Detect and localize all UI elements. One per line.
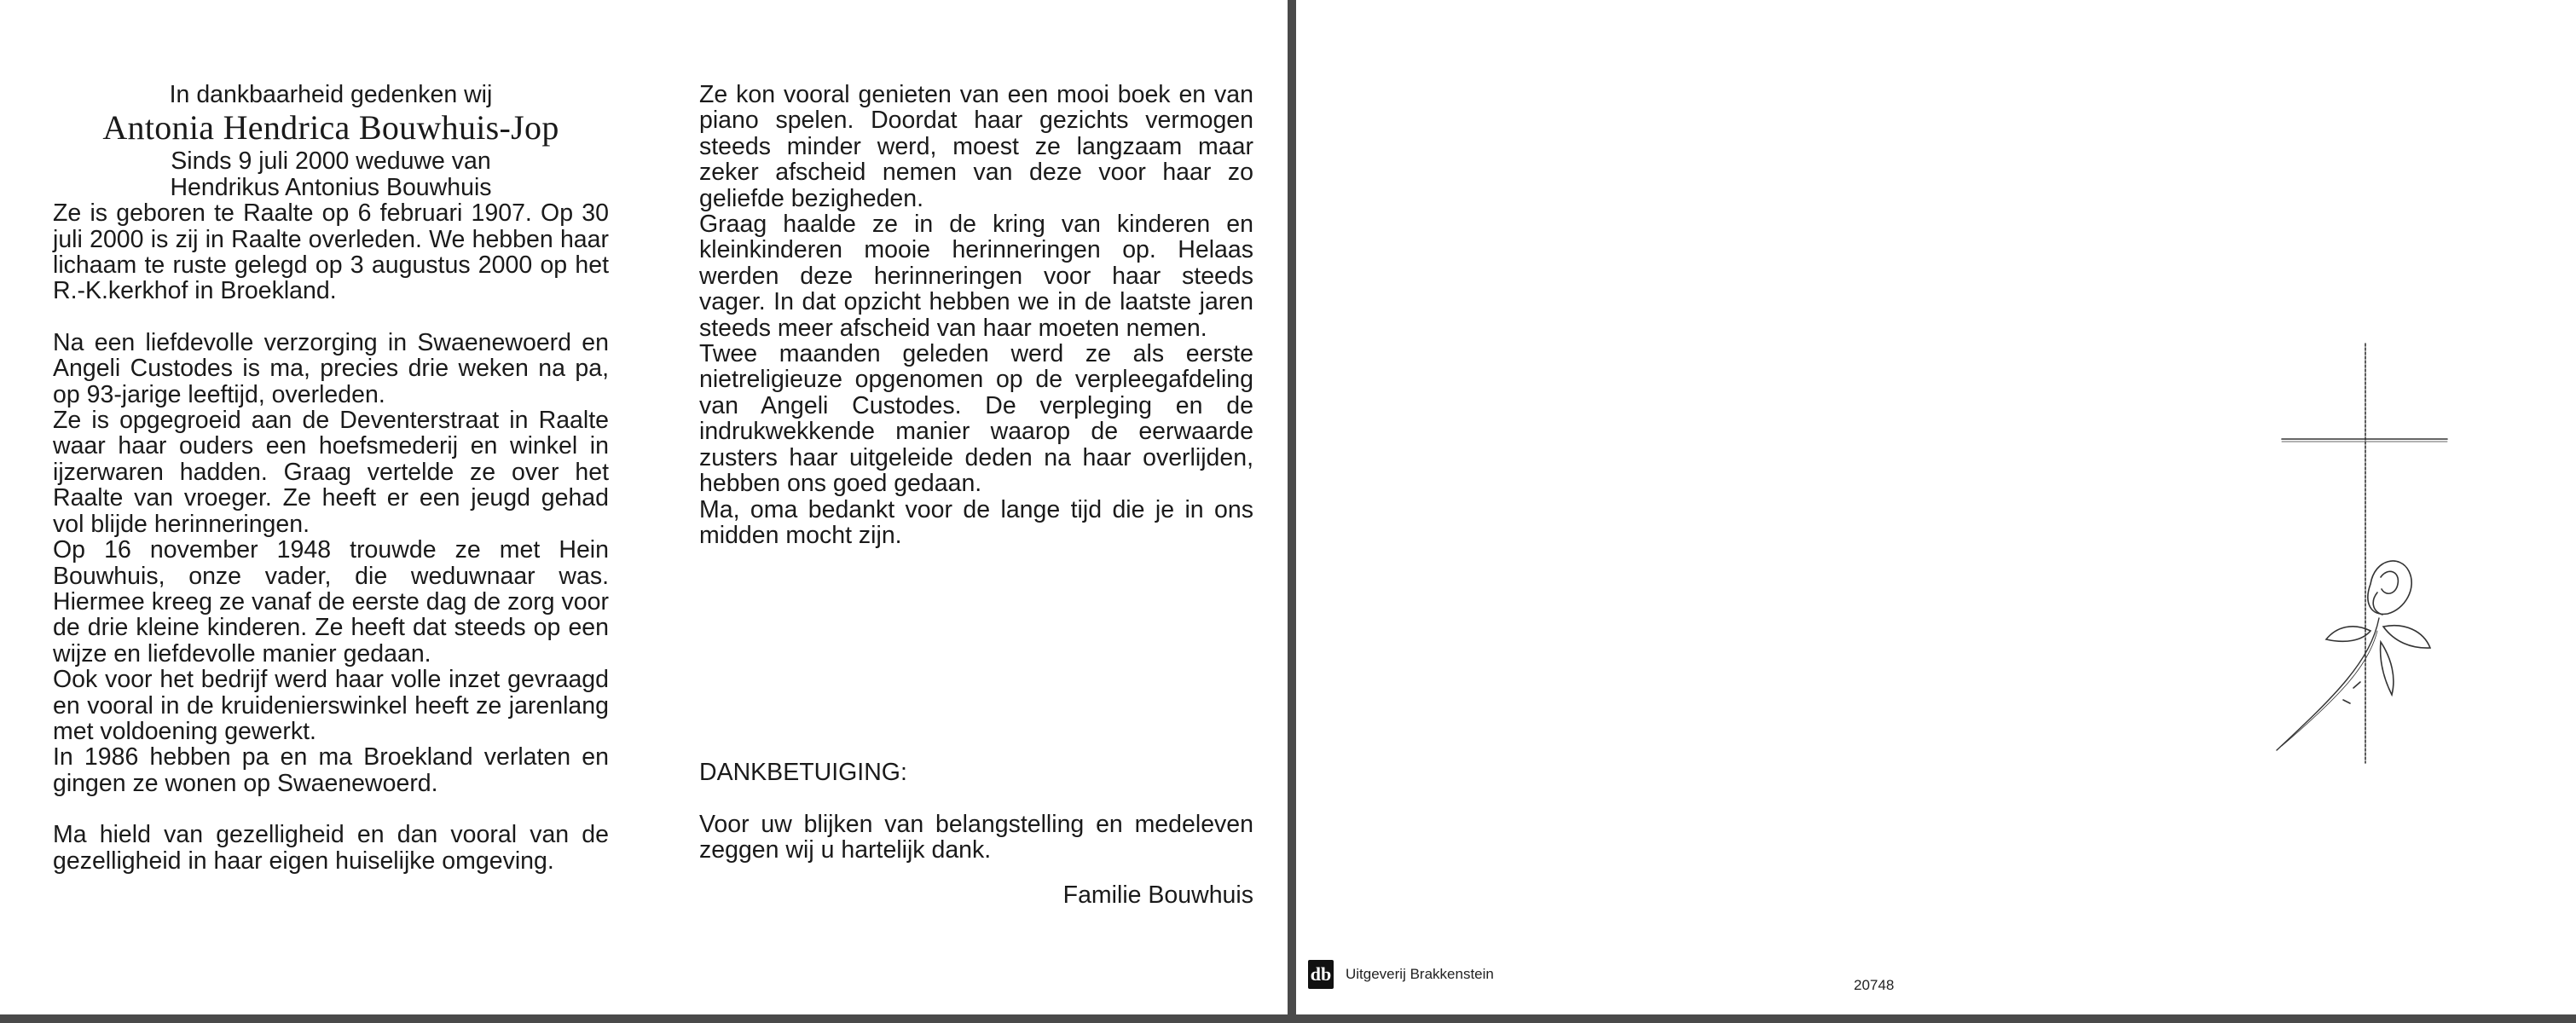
paragraph-youth: Ze is opgegroeid aan de Deventerstraat in Raalte waar haar ouders een hoefsmederij en winkel in ijzerwaren hadden. Graag vertelde ze over het Raalte van vroeger. Ze heeft er een jeugd gehad vol blijde herinneringen. [53, 407, 609, 538]
paragraph-business: Ook voor het bedrijf werd haar volle inzet gevraagd en vooral in de kruidenierswinkel heeft ze jarenlang met voldoening gewerkt. [53, 666, 609, 745]
family-signature: Familie Bouwhuis [1062, 881, 1253, 909]
cross-with-rose-icon [2268, 337, 2473, 772]
publisher-name: Uitgeverij Brakkenstein [1346, 966, 1494, 982]
print-code: 20748 [1854, 977, 1895, 993]
paragraph-care: Na een liefdevolle verzorging in Swaenewoerd en Angeli Custodes is ma, precies drie weken na pa, op 93-jarige leeftijd, overleden. [53, 328, 609, 408]
deceased-name: Antonia Hendrica Bouwhuis-Jop [102, 108, 559, 147]
left-text-column [53, 82, 609, 874]
publisher-imprint [1308, 960, 1494, 989]
right-text-column [699, 82, 1253, 908]
intro-line: In dankbaarheid gedenken wij [169, 81, 493, 108]
widow-line-2: Hendrikus Antonius Bouwhuis [170, 173, 492, 201]
paragraph-memories: Graag haalde ze in de kring van kinderen en kleinkinderen mooie herinneringen op. Helaas werden deze herinneringen voor haar steeds vager. In dat opzicht hebben we in de laatste jaren steeds meer afscheid van haar moeten nemen. [699, 211, 1253, 342]
paragraph-farewell: Ma, oma bedankt voor de lange tijd die je in ons midden mocht zijn. [699, 495, 1253, 549]
paragraph-birth-death: Ze is geboren te Raalte op 6 februari 1907. Op 30 juli 2000 is zij in Raalte overleden. We hebben haar lichaam te ruste gelegd op 3 augustus 2000 op het R.-K.kerkhof in Broekland. [53, 199, 609, 305]
paragraph-coziness: Ma hield van gezelligheid en dan vooral van de gezelligheid in haar eigen huiselijke omgeving. [53, 821, 609, 875]
thanks-heading: DANKBETUIGING: [699, 759, 907, 787]
paragraph-moving: In 1986 hebben pa en ma Broekland verlaten en gingen ze wonen op Swaenewoerd. [53, 743, 609, 797]
publisher-logo: db [1308, 960, 1334, 989]
widow-line-1: Sinds 9 juli 2000 weduwe van [171, 147, 491, 176]
paragraph-hobbies: Ze kon vooral genieten van een mooi boek en van piano spelen. Doordat haar gezichts vermogen steeds minder werd, moest ze langzaam maar zeker afscheid nemen van deze voor haar zo geliefde bezigheden. [699, 81, 1253, 212]
paragraph-nursing: Twee maanden geleden werd ze als eerste nietreligieuze opgenomen op de verpleegafdeling van Angeli Custodes. De verpleging en de indrukwekkende manier waarop de eerwaarde zusters haar uitgeleide deden na haar overlijden, hebben ons goed gedaan. [699, 340, 1253, 498]
widow-info [53, 148, 609, 200]
paragraph-marriage: Op 16 november 1948 trouwde ze met Hein Bouwhuis, onze vader, die weduwnaar was. Hiermee kreeg ze vanaf de eerste dag de zorg voor de drie kleine kinderen. Ze heeft dat steeds op een wijze en liefdevolle manier gedaan. [53, 536, 609, 668]
thanks-text: Voor uw blijken van belangstelling en medeleven zeggen wij u hartelijk dank. [699, 810, 1253, 864]
